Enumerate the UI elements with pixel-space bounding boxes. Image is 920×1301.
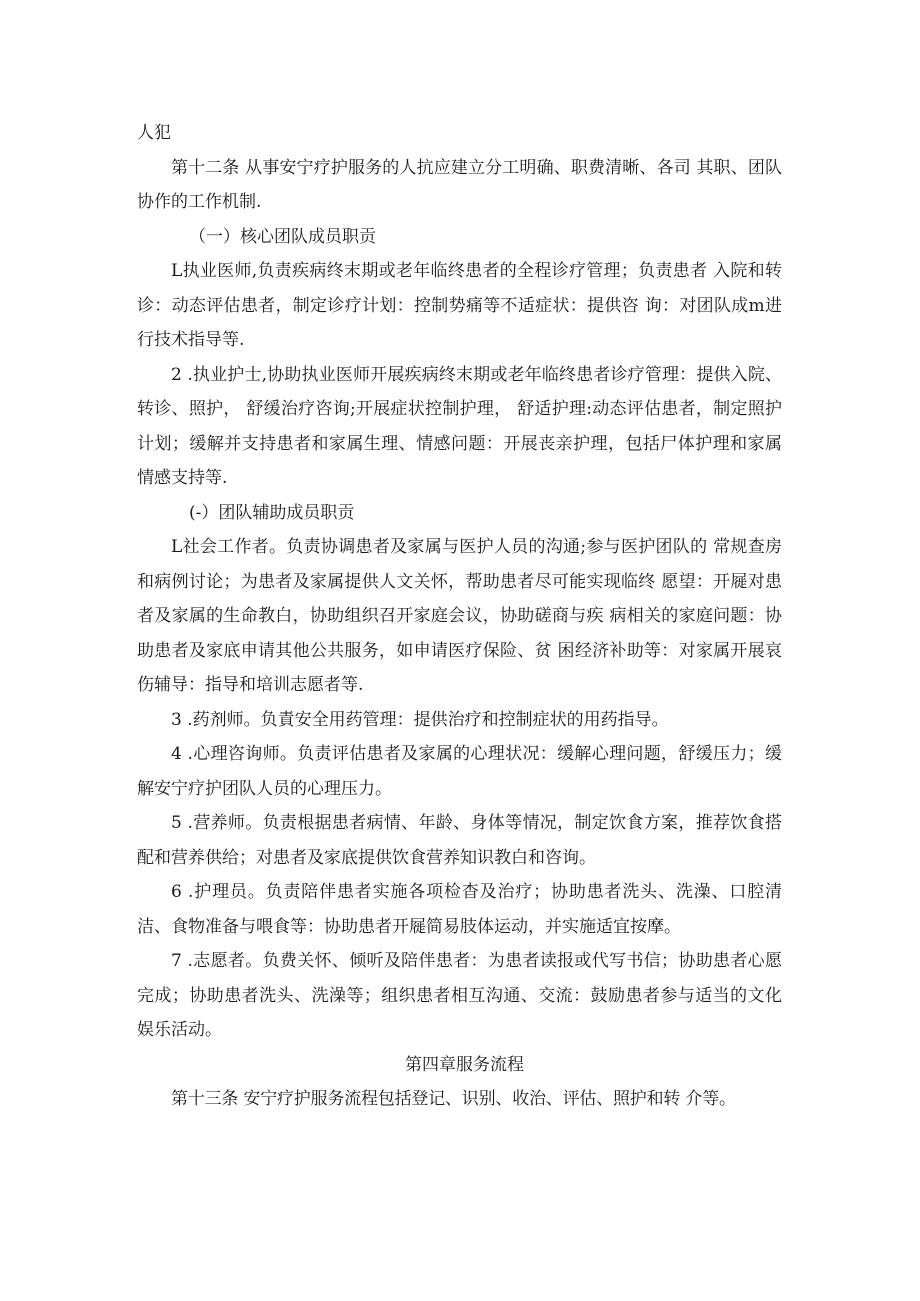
list-item-nurse: 2 .执业护士,协助执业医师开展疾病终末期或老年临终患者诊疗管理：提供入院、转诊、照护， 舒缓治疗咨询;开展症状控制护理， 舒适护理:动态评估患者，制定照护计划；缓解并支持患者和家属生理、情感问题：开展丧亲护理，包括尸体护理和家属情感支持等. [137,364,782,488]
article-13: 第十三条 安宁疗护服务流程包括登记、识别、收治、评估、照护和转 介等。 [171,1089,736,1109]
section-heading-auxiliary-team: (-）团队辅助成员职贡 [189,502,355,523]
list-item-pharmacist: 3 .药剂师。负責安全用药管理：提供治疗和控制症状的用药指导。 [171,709,669,730]
list-item-social-worker: L社会工作者。负责协调患者及家属与医护人员的沟通;参与医护团队的 常规查房和病例讨论；为患者及家属提供人文关怀，帮助患者尽可能实现临终 愿望：开屣对患者及家属的生命教白，协助组织召开家庭会议，协助磋商与疾 病相关的家庭问题：协助患者及家底申请其他公共服务，如申请医疗保险、贫 困经济补助等：对家属开展哀伤辅导：指导和培训志愿者等. [137,537,782,695]
list-item-nutritionist: 5 .营养师。负责根据患者病情、年龄、身体等情况，制定饮食方案，推荐饮食搭配和营养供给；对患者及家底提供饮食营养知识教白和咨询。 [137,813,782,868]
chapter-title: 第四章服务流程 [405,1054,524,1075]
section-heading-core-team: （一）核心团队成员职贡 [189,226,376,247]
document-body [137,116,782,1117]
list-item-physician: L执业医师,负责疾病终末期或老年临终患者的全程诊疗管理；负责患者 入院和转诊：动态评估患者，制定诊疗计划：控制势痛等不适症状：提供咨 询：对团队成m进行技术指导等. [137,261,782,350]
paragraph-fragment: 人犯 [137,123,171,143]
list-item-psychologist: 4 .心理咨询师。负责评估患者及家属的心理状况：缓解心理问题，舒缓压力；缓解安宁疗护团队人员的心理压力。 [137,744,782,799]
list-item-caregiver: 6 .护理员。负责陪伴患者实施各项检杳及治疗；协助患者洗头、洗澡、口腔清洁、食物准备与喂食等：协助患者开屣简易肢体运动，并实施适宜按摩。 [137,882,782,937]
article-12: 第十二条 从事安宁疗护服务的人抗应建立分工明确、职费清晰、各司 其职、团队协作的工作机制. [137,157,782,212]
list-item-volunteer: 7 .志愿者。负费关怀、倾听及陪伴患者：为患者读报或代写书信；协助患者心愿完成；协助患者洗头、洗澡等；组织患者相互沟通、交流：鼓励患者参与适当的文化娱乐活动。 [137,951,782,1040]
